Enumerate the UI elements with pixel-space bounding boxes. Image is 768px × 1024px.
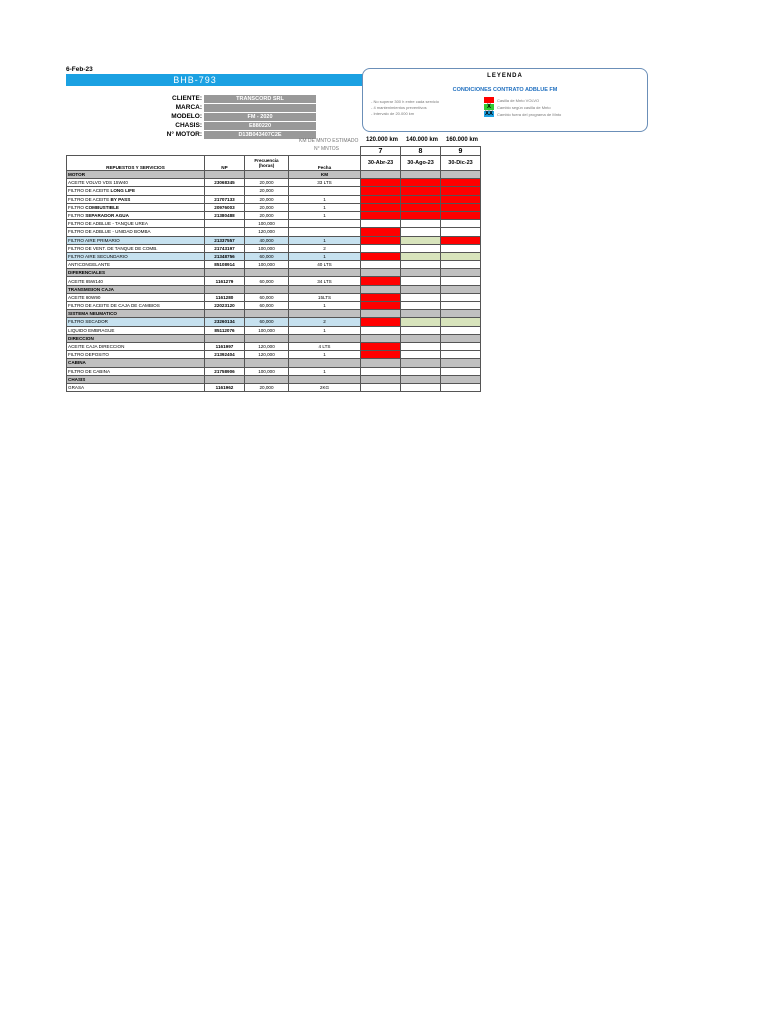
section-row — [67, 375, 481, 383]
table-cell — [289, 310, 361, 318]
table-row — [67, 211, 481, 219]
info-value: D13B043407C2E — [204, 131, 316, 139]
schedule-cell — [401, 236, 441, 244]
schedule-cell — [361, 326, 401, 334]
item-name-text: FILTRO DE CABINA — [68, 368, 111, 374]
quantity: 34 LTS — [289, 277, 361, 285]
section-row — [67, 334, 481, 342]
schedule-cell — [401, 367, 441, 375]
item-name — [67, 367, 205, 375]
schedule-cell — [361, 351, 401, 359]
schedule-cell — [441, 277, 481, 285]
legend-title: LEYENDA — [487, 73, 523, 79]
part-number: 23260134 — [205, 318, 245, 326]
schedule-cell — [441, 171, 481, 179]
schedule-cell — [441, 195, 481, 203]
schedule-cell — [401, 310, 441, 318]
table-cell — [289, 269, 361, 277]
schedule-cell — [441, 359, 481, 367]
schedule-cell — [401, 351, 441, 359]
part-number: 20976003 — [205, 203, 245, 211]
schedule-cell — [401, 195, 441, 203]
item-name — [67, 302, 205, 310]
frequency: 20,000 — [245, 203, 289, 211]
item-name-text: FILTRO AIRE PRIMARIO — [68, 237, 120, 243]
table-row — [67, 318, 481, 326]
item-name — [67, 277, 205, 285]
schedule-cell — [401, 302, 441, 310]
schedule-cell — [361, 359, 401, 367]
item-name — [67, 220, 205, 228]
service-km: 120.000 km — [365, 137, 399, 143]
quantity: 1 — [289, 195, 361, 203]
section-title: CABINA — [67, 359, 205, 367]
part-number: 85108914 — [205, 261, 245, 269]
schedule-cell — [401, 203, 441, 211]
table-cell — [205, 269, 245, 277]
table-cell — [205, 285, 245, 293]
item-name-bold: COMBUSTIBLE — [85, 204, 119, 210]
legend-swatch: X — [484, 104, 494, 110]
table-row — [67, 244, 481, 252]
item-name-text: ACEITE 85W140 — [68, 278, 103, 284]
info-value: FM - 2020 — [204, 113, 316, 121]
frequency: 100,000 — [245, 326, 289, 334]
service-date: 30-Ago-23 — [401, 156, 441, 171]
item-name-text: FILTRO DE VENT. DE TANQUE DE COMB. — [68, 245, 158, 251]
schedule-cell — [441, 326, 481, 334]
frequency: 60,000 — [245, 293, 289, 301]
schedule-cell — [361, 211, 401, 219]
section-row — [67, 285, 481, 293]
table-row — [67, 187, 481, 195]
frequency: 20,000 — [245, 179, 289, 187]
table-cell — [245, 171, 289, 179]
quantity: 1 — [289, 203, 361, 211]
frequency: 100,000 — [245, 244, 289, 252]
table-cell — [205, 375, 245, 383]
service-km: 160.000 km — [445, 137, 479, 143]
item-name-text: FILTRO AIRE SECUNDARIO — [68, 253, 128, 259]
info-label: N° MOTOR: — [166, 131, 202, 138]
table-row — [67, 302, 481, 310]
schedule-cell — [401, 285, 441, 293]
table-row — [67, 195, 481, 203]
schedule-cell — [401, 375, 441, 383]
schedule-cell — [361, 236, 401, 244]
part-number: 1161280 — [205, 293, 245, 301]
table-cell — [205, 334, 245, 342]
schedule-cell — [401, 293, 441, 301]
section-row — [67, 310, 481, 318]
table-cell — [245, 334, 289, 342]
schedule-cell — [401, 171, 441, 179]
item-name-text: FILTRO — [68, 213, 86, 219]
frequency: 60,000 — [245, 252, 289, 260]
schedule-cell — [361, 269, 401, 277]
schedule-cell — [441, 351, 481, 359]
service-number: 7 — [361, 147, 401, 156]
schedule-cell — [361, 318, 401, 326]
info-value: TRANSCORD SRL — [204, 95, 316, 103]
frequency: 20,000 — [245, 187, 289, 195]
part-number: 21707133 — [205, 195, 245, 203]
info-label: MODELO: — [171, 113, 202, 120]
schedule-cell — [441, 310, 481, 318]
table-row — [67, 342, 481, 350]
table-cell — [289, 334, 361, 342]
table-row — [67, 179, 481, 187]
schedule-cell — [361, 293, 401, 301]
table-row — [67, 220, 481, 228]
item-name-text: FILTRO DE ACEITE — [68, 196, 111, 202]
frequency: 60,000 — [245, 318, 289, 326]
schedule-cell — [441, 367, 481, 375]
item-name — [67, 228, 205, 236]
item-name — [67, 179, 205, 187]
part-number: 21392404 — [205, 351, 245, 359]
legend-condition: - 4 mantenimientos preventivos — [371, 105, 427, 110]
schedule-cell — [441, 236, 481, 244]
table-row — [67, 293, 481, 301]
schedule-cell — [361, 261, 401, 269]
table-cell — [289, 359, 361, 367]
table-row — [67, 351, 481, 359]
section-title: DIRECCION — [67, 334, 205, 342]
part-number — [205, 228, 245, 236]
schedule-cell — [401, 342, 441, 350]
part-number — [205, 220, 245, 228]
schedule-cell — [361, 220, 401, 228]
schedule-cell — [401, 269, 441, 277]
legend-text: Cambio según casilla de Mnto — [497, 105, 551, 110]
schedule-cell — [441, 334, 481, 342]
header-frequency-line2: (horas) — [258, 163, 275, 168]
item-name — [67, 195, 205, 203]
quantity: 2 — [289, 318, 361, 326]
quantity: 1 — [289, 252, 361, 260]
item-name — [67, 383, 205, 391]
schedule-cell — [441, 293, 481, 301]
service-date: 30-Dic-23 — [441, 156, 481, 171]
schedule-cell — [401, 252, 441, 260]
table-row — [67, 228, 481, 236]
item-name-bold: SEPARADOR AGUA — [85, 213, 129, 219]
frequency: 20,000 — [245, 195, 289, 203]
item-name-text: FILTRO DE ADBLUE - TANQUE UREA — [68, 221, 148, 227]
table-row — [67, 277, 481, 285]
schedule-cell — [401, 187, 441, 195]
item-name — [67, 203, 205, 211]
table-cell — [289, 285, 361, 293]
plate-text: BHB-793 — [173, 75, 217, 85]
part-number — [205, 187, 245, 195]
info-label: CLIENTE: — [172, 95, 202, 102]
legend-text: Casilla de Mnto VOLVO — [497, 98, 540, 103]
schedule-cell — [441, 211, 481, 219]
table-cell — [205, 171, 245, 179]
frequency: 120,000 — [245, 351, 289, 359]
schedule-cell — [441, 261, 481, 269]
service-number: 9 — [441, 147, 481, 156]
item-name-text: FILTRO DE ADBLUE - UNIDAD BOMBA — [68, 229, 151, 235]
schedule-cell — [361, 310, 401, 318]
table-cell — [245, 375, 289, 383]
schedule-cell — [441, 187, 481, 195]
item-name-text: FILTRO SECADOR — [68, 319, 108, 325]
service-km: 140.000 km — [405, 137, 439, 143]
item-name — [67, 293, 205, 301]
header-fecha: Fecha — [289, 156, 361, 171]
schedule-cell — [441, 179, 481, 187]
schedule-cell — [361, 342, 401, 350]
frequency: 100,000 — [245, 220, 289, 228]
schedule-cell — [361, 285, 401, 293]
info-label: MARCA: — [175, 104, 202, 111]
section-title: DIFERENCIALES — [67, 269, 205, 277]
info-value — [204, 104, 316, 112]
schedule-cell — [361, 179, 401, 187]
schedule-cell — [401, 318, 441, 326]
header-item: REPUESTOS Y SERVICIOS — [67, 156, 205, 171]
schedule-cell — [401, 277, 441, 285]
section-title: CHASIS — [67, 375, 205, 383]
schedule-cell — [441, 318, 481, 326]
schedule-cell — [401, 244, 441, 252]
schedule-cell — [441, 269, 481, 277]
item-name-text: ACEITE 80W90 — [68, 294, 101, 300]
quantity: 40 LTS — [289, 261, 361, 269]
part-number: 1161997 — [205, 342, 245, 350]
table-cell — [245, 285, 289, 293]
part-number: 21348756 — [205, 252, 245, 260]
item-name-text: ANTICONGELANTE — [68, 262, 111, 268]
quantity: 15LTS — [289, 293, 361, 301]
schedule-cell — [401, 334, 441, 342]
item-name — [67, 244, 205, 252]
table-cell — [245, 269, 289, 277]
quantity: 2KG — [289, 383, 361, 391]
item-name-text: FILTRO — [68, 204, 86, 210]
quantity: 1 — [289, 326, 361, 334]
legend-condition: - Intervalo de 20.000 km — [371, 111, 415, 116]
schedule-cell — [361, 334, 401, 342]
frequency: 120,000 — [245, 228, 289, 236]
frequency: 60,000 — [245, 302, 289, 310]
item-name-text: FILTRO DE ACEITE DE CAJA DE CAMBIOS — [68, 303, 160, 309]
vehicle-plate — [66, 74, 364, 86]
info-value: E880220 — [204, 122, 316, 130]
item-name-bold: BY PASS — [110, 196, 131, 202]
legend-swatch: XX — [484, 111, 493, 117]
quantity: 2 — [289, 244, 361, 252]
schedule-cell — [401, 359, 441, 367]
schedule-cell — [441, 383, 481, 391]
frequency: 40,000 — [245, 236, 289, 244]
section-title: TRANSMISION CAJA — [67, 285, 205, 293]
km-estimated-label: KM DE MNTO ESTIMADO — [299, 138, 359, 144]
section-title: MOTOR — [67, 171, 205, 179]
table-cell — [205, 310, 245, 318]
report-date: 6-Feb-23 — [66, 66, 93, 73]
part-number: 23068345 — [205, 179, 245, 187]
header-frequency — [245, 156, 289, 171]
frequency: 120,000 — [245, 342, 289, 350]
schedule-cell — [361, 302, 401, 310]
item-name-text: ACEITE VOLVO VDS 15W40 — [68, 180, 128, 186]
table-row — [67, 367, 481, 375]
schedule-cell — [401, 383, 441, 391]
section-title: SISTEMA NEUMATICO — [67, 310, 205, 318]
service-date: 30-Abr-23 — [361, 156, 401, 171]
n-mntos-label: N° MNTOS — [314, 146, 339, 152]
schedule-cell — [361, 195, 401, 203]
schedule-cell — [441, 375, 481, 383]
item-name-text: FILTRO DEPOSITO — [68, 352, 109, 358]
service-number: 8 — [401, 147, 441, 156]
item-name-text: GRASA — [68, 384, 85, 390]
schedule-cell — [361, 187, 401, 195]
table-cell — [245, 359, 289, 367]
quantity — [289, 220, 361, 228]
table-row — [67, 261, 481, 269]
part-number: 21743197 — [205, 244, 245, 252]
table-row — [67, 326, 481, 334]
legend-box — [362, 68, 648, 132]
maintenance-table — [66, 146, 481, 392]
item-name — [67, 211, 205, 219]
schedule-cell — [361, 171, 401, 179]
schedule-cell — [361, 367, 401, 375]
header-frequency-line1: Frecuencia — [254, 158, 279, 163]
item-name — [67, 252, 205, 260]
schedule-cell — [401, 326, 441, 334]
item-name — [67, 187, 205, 195]
quantity: 1 — [289, 211, 361, 219]
schedule-cell — [361, 277, 401, 285]
legend-swatch — [484, 97, 494, 103]
item-name — [67, 236, 205, 244]
part-number: 21758906 — [205, 367, 245, 375]
schedule-cell — [441, 252, 481, 260]
table-cell — [289, 375, 361, 383]
schedule-cell — [401, 179, 441, 187]
schedule-cell — [441, 203, 481, 211]
quantity: 4 LTS — [289, 342, 361, 350]
schedule-cell — [441, 220, 481, 228]
schedule-cell — [441, 228, 481, 236]
table-cell — [245, 310, 289, 318]
schedule-cell — [441, 342, 481, 350]
schedule-cell — [441, 285, 481, 293]
table-row — [67, 203, 481, 211]
frequency: 100,000 — [245, 367, 289, 375]
part-number: 1161279 — [205, 277, 245, 285]
item-name-text: ACEITE CAJA DIRECCION — [68, 344, 125, 350]
item-name — [67, 261, 205, 269]
header-np: NP — [205, 156, 245, 171]
section-row — [67, 171, 481, 179]
schedule-cell — [361, 244, 401, 252]
legend-condition: - No superar 300 h entre cada servicio — [371, 99, 440, 104]
frequency: 20,000 — [245, 211, 289, 219]
frequency: 20,000 — [245, 383, 289, 391]
schedule-cell — [361, 383, 401, 391]
schedule-cell — [441, 244, 481, 252]
legend-subtitle: CONDICIONES CONTRATO ADBLUE FM — [452, 87, 558, 93]
schedule-cell — [361, 203, 401, 211]
item-name — [67, 326, 205, 334]
schedule-cell — [401, 211, 441, 219]
frequency: 60,000 — [245, 277, 289, 285]
header-km: KM — [289, 171, 361, 179]
schedule-cell — [361, 375, 401, 383]
info-label: CHASIS: — [175, 122, 202, 129]
item-name-text: FILTRO DE ACEITE — [68, 188, 111, 194]
part-number: 21337557 — [205, 236, 245, 244]
part-number: 85112076 — [205, 326, 245, 334]
item-name-bold: LONG LIFE — [110, 188, 136, 194]
schedule-cell — [361, 252, 401, 260]
table-row — [67, 236, 481, 244]
section-row — [67, 359, 481, 367]
quantity: 1 — [289, 351, 361, 359]
quantity — [289, 187, 361, 195]
item-name — [67, 318, 205, 326]
quantity: 1 — [289, 302, 361, 310]
item-name — [67, 351, 205, 359]
part-number: 1161962 — [205, 383, 245, 391]
schedule-cell — [401, 228, 441, 236]
part-number: 21380488 — [205, 211, 245, 219]
schedule-cell — [441, 302, 481, 310]
section-row — [67, 269, 481, 277]
table-row — [67, 383, 481, 391]
item-name-text: LIQUIDO EMBRAGUE — [68, 327, 115, 333]
frequency: 100,000 — [245, 261, 289, 269]
schedule-cell — [401, 220, 441, 228]
table-row — [67, 252, 481, 260]
table-cell — [205, 359, 245, 367]
quantity: 1 — [289, 236, 361, 244]
schedule-cell — [361, 228, 401, 236]
quantity: 33 LTS — [289, 179, 361, 187]
legend-text: Cambio fuera del programa de Mnto — [497, 112, 562, 117]
part-number: 22023120 — [205, 302, 245, 310]
quantity: 1 — [289, 367, 361, 375]
schedule-cell — [401, 261, 441, 269]
item-name — [67, 342, 205, 350]
quantity — [289, 228, 361, 236]
